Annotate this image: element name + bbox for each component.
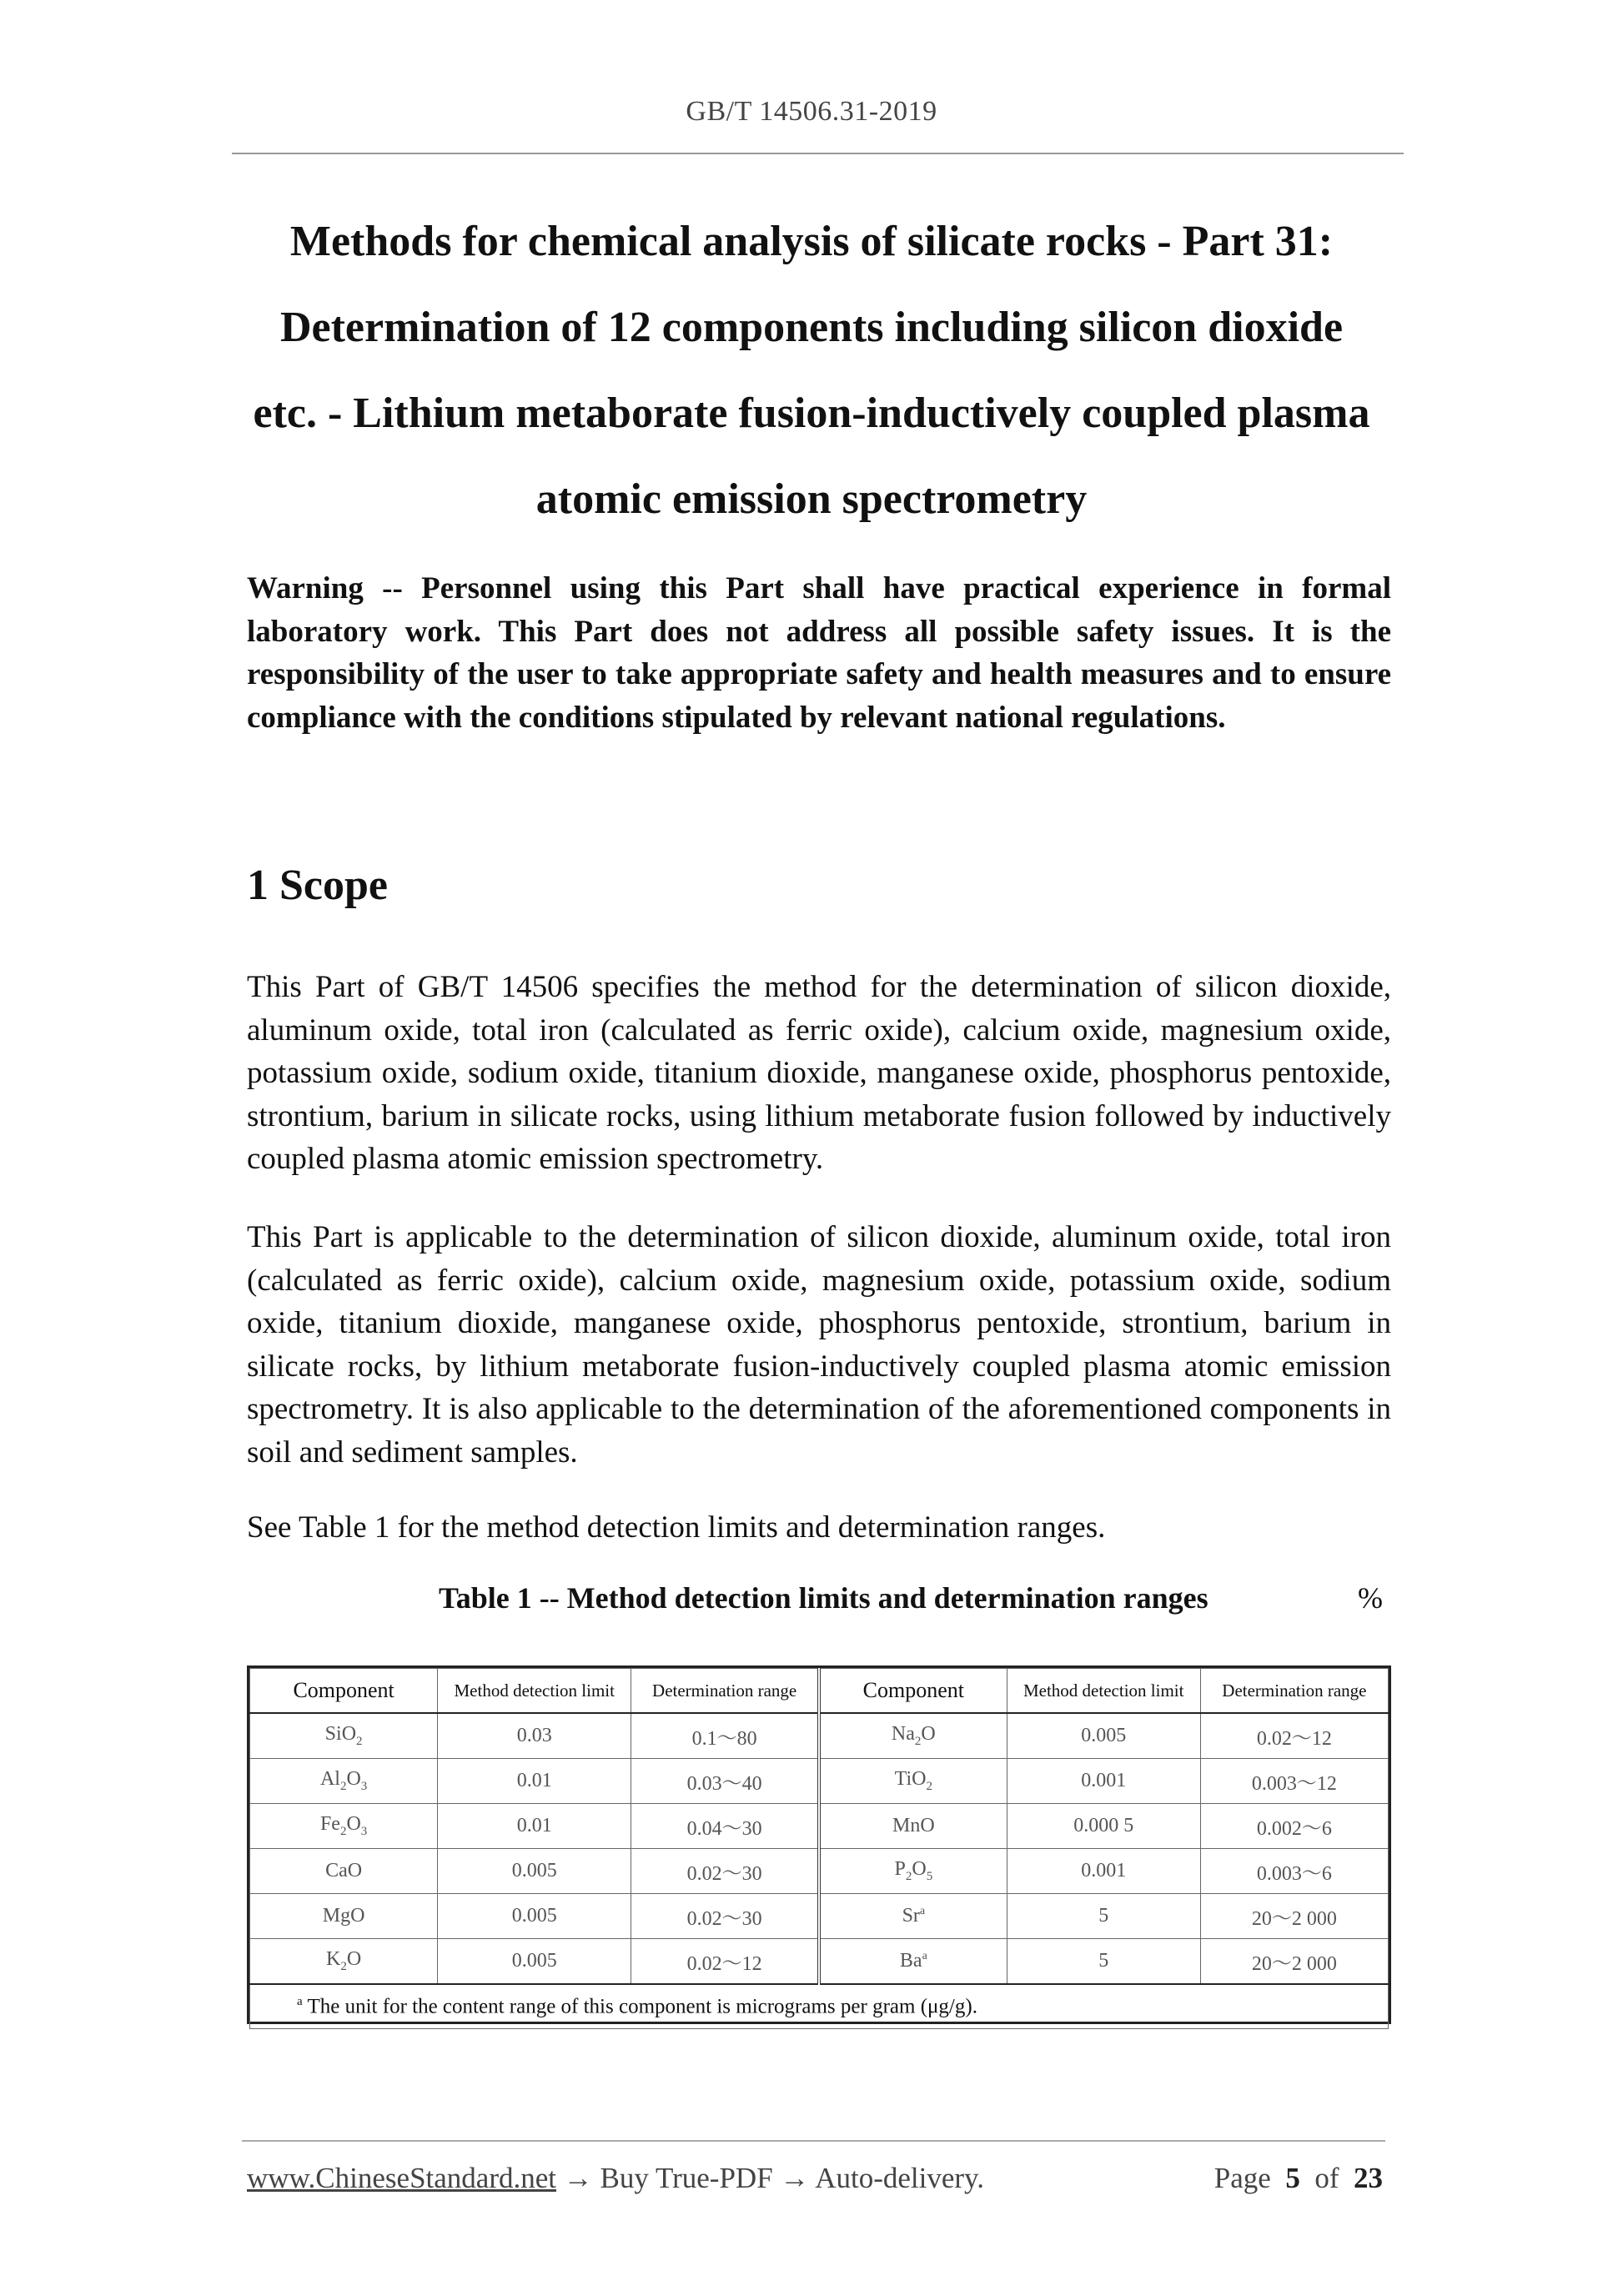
table-row [250,1804,1389,1849]
page-total: 23 [1354,2162,1383,2194]
table-caption: Table 1 -- Method detection limits and determination ranges [439,1581,1208,1615]
detection-limit-cell: 0.01 [438,1759,631,1804]
column-header: Method detection limit [1007,1669,1200,1714]
component-cell: Ba$^a$ [819,1939,1007,1985]
document-header-code: GB/T 14506.31-2019 [686,96,937,127]
detection-limits-table [247,1665,1391,2024]
table-footnote [250,1984,1389,2029]
column-header: Method detection limit [438,1669,631,1714]
footer-promo [247,2162,984,2195]
footnote-marker: a [922,1950,927,1962]
determination-range-cell: 0.002～6 [1200,1804,1388,1849]
table-footnote-row [250,1984,1389,2029]
component-cell: $Fe_2O_3$ [250,1804,438,1849]
detection-limit-cell: 0.001 [1007,1849,1200,1894]
table-row [250,1849,1389,1894]
component-cell: SiO$_2$ [250,1713,438,1759]
component-cell: TiO$_2$ [819,1759,1007,1804]
title-line-3: etc. - Lithium metaborate fusion-inductively coupled plasma [253,389,1370,437]
table-header-row [250,1669,1389,1714]
component-cell: CaO [250,1849,438,1894]
page-number [1214,2162,1383,2195]
scope-paragraph-2: This Part is applicable to the determination of silicon dioxide, aluminum oxide, total iron (calculated as ferric oxide), calcium oxide, magnesium oxide, potassium oxide, sodium oxide, titanium dioxide, manganese oxide, phosphorus pentoxide, strontium, barium in silicate rocks, by lithium metaborate fusion-inductively coupled plasma atomic emission spectrometry. It is also applicable to the determination of the aforementioned components in soil and sediment samples. [247,1220,1391,1470]
determination-range-cell: 0.003～6 [1200,1849,1388,1894]
determination-range-cell: 0.02～30 [631,1894,819,1939]
header-divider [232,153,1404,154]
table-row [250,1939,1389,1985]
determination-range-cell: 0.03～40 [631,1759,819,1804]
determination-range-cell: 0.04～30 [631,1804,819,1849]
footnote-marker: a [297,1994,303,2008]
title-line-4: atomic emission spectrometry [535,475,1088,523]
determination-range-cell: 0.1～80 [631,1713,819,1759]
page-of: of [1314,2162,1339,2194]
determination-range-cell: 0.02～12 [1200,1713,1388,1759]
table-row [250,1894,1389,1939]
detection-limit-cell: 0.03 [438,1713,631,1759]
component-cell: Sr$^a$ [819,1894,1007,1939]
table-row [250,1759,1389,1804]
component-cell: $P_2O_5$ [819,1849,1007,1894]
table-unit: % [1358,1581,1383,1615]
column-header: Component [250,1669,438,1714]
detection-limit-cell: 0.01 [438,1804,631,1849]
website-link[interactable]: www.ChineseStandard.net [247,2162,556,2194]
detection-limit-cell: 0.005 [438,1894,631,1939]
determination-range-cell: 0.02～12 [631,1939,819,1985]
detection-limit-cell: 0.001 [1007,1759,1200,1804]
detection-limit-cell: 0.005 [438,1939,631,1985]
page-label: Page [1213,2162,1271,2194]
footer-divider [242,2140,1385,2142]
warning-notice: Warning -- Personnel using this Part shall have practical experience in formal laboratory work. This Part does not address all possible safety issues. It is the responsibility of the user to take appropriate safety and health measures and to ensure compliance with the conditions stipulated by relevant national regulations. [247,571,1391,735]
title-line-2: Determination of 12 components including silicon dioxide [279,304,1344,351]
determination-range-cell: 0.02～30 [631,1849,819,1894]
determination-range-cell: 20～2 000 [1200,1939,1388,1985]
column-header: Determination range [1200,1669,1388,1714]
section-heading: 1 Scope [247,862,388,909]
footnote-marker: a [919,1905,926,1917]
detection-limit-cell: 0.000 5 [1007,1804,1200,1849]
title-line-1: Methods for chemical analysis of silicate rocks - Part 31: [289,218,1334,265]
column-header: Determination range [631,1669,819,1714]
footnote-text: The unit for the content range of this component is micrograms per gram (μg/g). [307,1995,977,2018]
component-cell: MnO [819,1804,1007,1849]
determination-range-cell: 20～2 000 [1200,1894,1388,1939]
page-current: 5 [1285,2162,1300,2194]
component-cell: $K_2O$ [250,1939,438,1985]
detection-limit-cell: 0.005 [438,1849,631,1894]
scope-paragraph-1: This Part of GB/T 14506 specifies the method for the determination of silicon dioxide, aluminum oxide, total iron (calculated as ferric oxide), calcium oxide, magnesium oxide, potassium oxide, sodium oxide, titanium dioxide, manganese oxide, phosphorus pentoxide, strontium, barium in silicate rocks, using lithium metaborate fusion followed by inductively coupled plasma atomic emission spectrometry. [247,970,1391,1176]
document-title [167,198,1456,542]
scope-paragraph-3: See Table 1 for the method detection limits and determination ranges. [247,1510,1106,1545]
footer-promo-text: → Buy True-PDF → Auto-delivery. [556,2162,985,2194]
table-row [250,1713,1389,1759]
detection-limit-cell: 5 [1007,1939,1200,1985]
determination-range-cell: 0.003～12 [1200,1759,1388,1804]
column-header: Component [819,1669,1007,1714]
detection-limit-cell: 0.005 [1007,1713,1200,1759]
component-cell: MgO [250,1894,438,1939]
component-cell: $Al_2O_3$ [250,1759,438,1804]
component-cell: $Na_2O$ [819,1713,1007,1759]
detection-limit-cell: 5 [1007,1894,1200,1939]
